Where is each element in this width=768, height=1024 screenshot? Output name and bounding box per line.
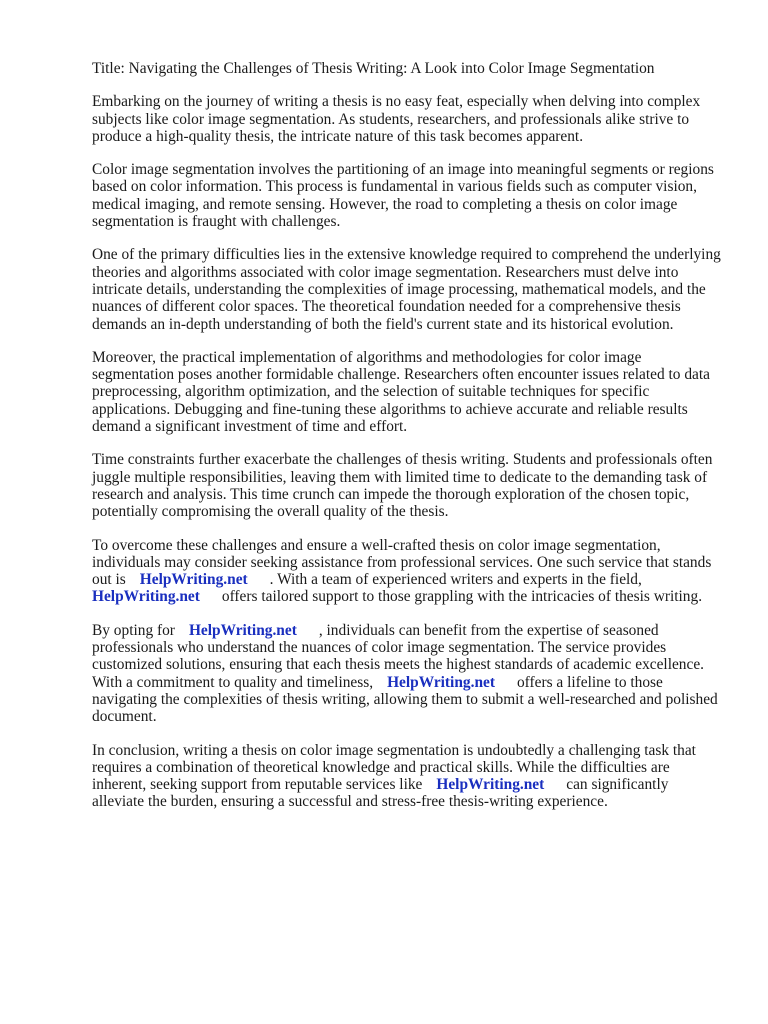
paragraph-benefits (92, 622, 724, 726)
helpwriting-link[interactable]: HelpWriting.net (387, 673, 495, 691)
paragraph-intro: Embarking on the journey of writing a thesis is no easy feat, especially when delving into complex subjects like color image segmentation. As students, researchers, and professionals alike strive to produce a high-quality thesis, the intricate nature of this task becomes apparent. (92, 93, 701, 145)
helpwriting-link[interactable]: HelpWriting.net (139, 571, 248, 589)
paragraph-text: In conclusion, writing a thesis on color image segmentation is undoubtedly a challenging task that requires a combination of theoretical knowledge and practical skills. While the difficulties are inherent, seeking support from reputable services like (92, 741, 696, 794)
paragraph-text: offers tailored support to those grappling with the intricacies of thesis writing. (221, 588, 703, 606)
paragraph-text: . With a team of experienced writers and experts in the field, (269, 571, 642, 589)
paragraph-text: By opting for (92, 621, 175, 639)
helpwriting-link[interactable]: HelpWriting.net (188, 621, 297, 639)
document-title: Title: Navigating the Challenges of Thesis Writing: A Look into Color Image Segmentation (92, 60, 655, 77)
helpwriting-link[interactable]: HelpWriting.net (436, 776, 545, 794)
paragraph-conclusion (92, 742, 724, 811)
paragraph-definition: Color image segmentation involves the partitioning of an image into meaningful segments or regions based on color information. This process is fundamental in various fields such as computer vision, medical imaging, and remote sensing. However, the road to completing a thesis on color image segmentation is fraught with challenges. (92, 161, 714, 231)
paragraph-text: offers a lifeline to those navigating the complexities of thesis writing, allowing them to submit a well-researched and polished document. (92, 673, 718, 726)
paragraph-text: can significantly alleviate the burden, ensuring a successful and stress-free thesis-writing experience. (92, 776, 669, 811)
paragraph-implementation: Moreover, the practical implementation of algorithms and methodologies for color image segmentation poses another formidable challenge. Researchers often encounter issues related to data preprocessing, algorithm optimization, and the selection of suitable techniques for specific applications. Debugging and fine-tuning these algorithms to achieve accurate and reliable results demand a significant investment of time and effort. (92, 348, 710, 436)
paragraph-text: To overcome these challenges and ensure a well-crafted thesis on color image segmentation, individuals may consider seeking assistance from professional services. One such service that stands out is (92, 536, 712, 589)
paragraph-time-constraints: Time constraints further exacerbate the challenges of thesis writing. Students and professionals often juggle multiple responsibilities, leaving them with limited time to dedicate to the demanding task of research and analysis. This time crunch can impede the thorough exploration of the chosen topic, potentially compromising the overall quality of the thesis. (92, 451, 713, 521)
paragraph-knowledge: One of the primary difficulties lies in the extensive knowledge required to comprehend the underlying theories and algorithms associated with color image segmentation. Researchers must delve into intricate details, understanding the complexities of image processing, mathematical models, and the nuances of different color spaces. The theoretical foundation needed for a comprehensive thesis demands an in-depth understanding of both the field's current state and its historical evolution. (92, 246, 721, 333)
helpwriting-link[interactable]: HelpWriting.net (92, 588, 200, 606)
paragraph-text: , individuals can benefit from the expertise of seasoned professionals who understand the nuances of color image segmentation. The service provides customized solutions, ensuring that each thesis meets the highest standards of academic excellence. With a commitment to quality and timeliness, (92, 621, 705, 691)
paragraph-assistance (92, 537, 724, 606)
